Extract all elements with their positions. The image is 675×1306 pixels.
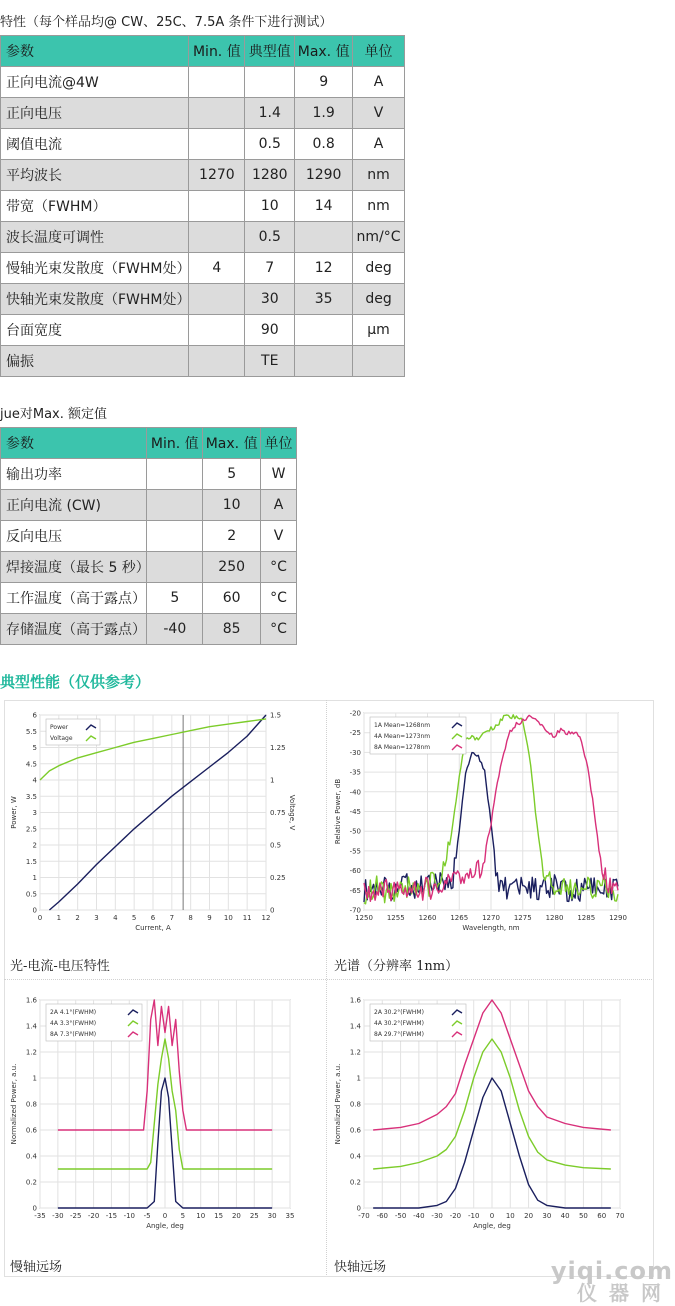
table-cell: 平均波长 — [1, 160, 189, 191]
y-tick-label: -55 — [349, 847, 361, 856]
x-tick-label: 10 — [505, 1212, 515, 1220]
x-tick-label: 8 — [188, 914, 193, 922]
table-cell: nm/°C — [353, 222, 405, 253]
legend-label: 1A Mean=1268nm — [374, 722, 431, 729]
x-tick-label: -10 — [467, 1212, 480, 1220]
y-tick-label: -35 — [349, 768, 361, 777]
table-cell: A — [353, 67, 405, 98]
table-cell: °C — [261, 614, 297, 645]
y-tick-label: 5 — [32, 744, 37, 752]
table-row — [1, 67, 405, 98]
x-tick-label: 1265 — [450, 914, 469, 922]
table-cell: 1270 — [189, 160, 245, 191]
x-tick-label: 10 — [223, 914, 233, 922]
table-cell: V — [261, 521, 297, 552]
table-row — [1, 284, 405, 315]
y-axis-label: Power, W — [10, 796, 18, 829]
x-tick-label: -30 — [52, 1212, 64, 1220]
table-cell — [147, 490, 203, 521]
x-tick-label: 70 — [615, 1212, 625, 1220]
x-tick-label: 1250 — [355, 914, 373, 922]
max-ratings-table — [0, 427, 297, 645]
y-tick-label: -30 — [349, 748, 361, 757]
legend-label: Power — [50, 724, 69, 731]
spectrum-chart — [330, 705, 652, 945]
y2-tick-label: 0.25 — [270, 874, 286, 882]
table-header-cell: 参数 — [1, 36, 189, 67]
table-row — [1, 490, 297, 521]
table-cell: 250 — [203, 552, 261, 583]
table-row — [1, 552, 297, 583]
section-title: 典型性能（仅供参考） — [0, 673, 151, 691]
table-row — [1, 521, 297, 552]
table-cell: 反向电压 — [1, 521, 147, 552]
table-cell: 波长温度可调性 — [1, 222, 189, 253]
y-tick-label: 3.5 — [25, 792, 37, 801]
table-cell: 0.5 — [245, 129, 295, 160]
y2-tick-label: 0.5 — [270, 841, 282, 850]
table-cell: 输出功率 — [1, 459, 147, 490]
x-tick-label: 0 — [37, 914, 43, 922]
y-tick-label: 1.5 — [25, 857, 37, 866]
y-tick-label: 0.2 — [25, 1178, 37, 1187]
chart-caption: 快轴远场 — [334, 1260, 387, 1275]
table-header-cell: 单位 — [353, 36, 405, 67]
y-tick-label: 6 — [32, 711, 37, 720]
chart-caption: 光谱（分辨率 1nm） — [334, 959, 459, 974]
watermark-line1: yiqi.com — [550, 1257, 673, 1285]
x-tick-label: 60 — [597, 1212, 607, 1220]
table-cell — [147, 459, 203, 490]
slow-axis-chart — [4, 990, 326, 1240]
table-cell: 正向电压 — [1, 98, 189, 129]
x-tick-label: 35 — [285, 1212, 295, 1220]
table-cell: 0.8 — [295, 129, 353, 160]
y-tick-label: 1 — [356, 1074, 361, 1083]
y-tick-label: 2 — [32, 841, 37, 850]
table-cell: 2 — [203, 521, 261, 552]
table-cell: 正向电流 (CW) — [1, 490, 147, 521]
y-tick-label: -40 — [349, 788, 361, 797]
table-cell: 4 — [189, 253, 245, 284]
x-axis-label: Wavelength, nm — [462, 924, 520, 932]
y-tick-label: 0.5 — [25, 890, 37, 899]
y-tick-label: 0.8 — [25, 1100, 37, 1109]
y-tick-label: 0 — [32, 1204, 37, 1213]
y-tick-label: 0.2 — [349, 1178, 361, 1187]
y-tick-label: 1 — [32, 874, 37, 882]
table-cell — [295, 222, 353, 253]
table-row — [1, 459, 297, 490]
table-cell: 带宽（FWHM） — [1, 191, 189, 222]
x-tick-label: -20 — [449, 1212, 462, 1220]
y-tick-label: 0.4 — [349, 1152, 361, 1161]
x-tick-label: 6 — [150, 914, 156, 922]
x-tick-label: 1260 — [418, 914, 437, 922]
table-cell: 30 — [245, 284, 295, 315]
table-cell — [189, 191, 245, 222]
fast-axis-chart — [330, 990, 652, 1240]
x-tick-label: 15 — [214, 1212, 224, 1220]
watermark-logo — [550, 1257, 673, 1305]
table-cell: 5 — [203, 459, 261, 490]
x-axis-label: Angle, deg — [473, 1222, 511, 1230]
table-cell — [245, 67, 295, 98]
y-tick-label: -60 — [349, 867, 361, 876]
watermark-line2: 仪器网 — [577, 1281, 673, 1305]
table-header-cell: Max. 值 — [295, 36, 353, 67]
table-cell: deg — [353, 253, 405, 284]
table-header-cell: Min. 值 — [189, 36, 245, 67]
x-tick-label: 1290 — [609, 914, 627, 922]
x-tick-label: 10 — [196, 1212, 206, 1220]
x-tick-label: -40 — [413, 1212, 425, 1220]
table-cell: TE — [245, 346, 295, 377]
legend-label: 4A Mean=1273nm — [374, 733, 431, 740]
table-row — [1, 614, 297, 645]
x-tick-label: 2 — [75, 914, 80, 922]
legend-label: 4A 3.3°(FWHM) — [50, 1020, 97, 1027]
table-cell: 台面宽度 — [1, 315, 189, 346]
x-tick-label: 30 — [267, 1212, 277, 1220]
y2-tick-label: 1.25 — [270, 744, 286, 752]
table-cell: 7 — [245, 253, 295, 284]
table-cell — [189, 284, 245, 315]
x-tick-label: 40 — [560, 1212, 570, 1220]
table-header-cell: 单位 — [261, 428, 297, 459]
liv-chart — [4, 705, 326, 945]
table-cell: μm — [353, 315, 405, 346]
x-tick-label: 9 — [207, 914, 212, 922]
x-tick-label: 1270 — [482, 914, 500, 922]
table-cell: 1.9 — [295, 98, 353, 129]
table-cell: 10 — [203, 490, 261, 521]
legend-label: 4A 30.2°(FWHM) — [374, 1020, 424, 1027]
x-axis-label: Angle, deg — [146, 1222, 184, 1230]
legend-label: 2A 4.1°(FWHM) — [50, 1009, 97, 1016]
figure-divider — [326, 700, 327, 1275]
x-tick-label: -50 — [394, 1212, 407, 1220]
table-cell: 10 — [245, 191, 295, 222]
table-row — [1, 346, 405, 377]
table-cell: 90 — [245, 315, 295, 346]
table-cell: 阈值电流 — [1, 129, 189, 160]
table-cell: A — [261, 490, 297, 521]
table-cell: 9 — [295, 67, 353, 98]
table-cell — [295, 315, 353, 346]
y-tick-label: 5.5 — [25, 727, 37, 736]
table-row — [1, 191, 405, 222]
table-cell — [295, 346, 353, 377]
x-tick-label: -70 — [358, 1212, 370, 1220]
table-cell: 1.4 — [245, 98, 295, 129]
y-tick-label: 0.6 — [25, 1126, 37, 1135]
y-tick-label: 1.2 — [25, 1048, 37, 1057]
table-cell — [189, 129, 245, 160]
y-tick-label: 0.8 — [349, 1100, 361, 1109]
table-cell: deg — [353, 284, 405, 315]
y-tick-label: 1.4 — [25, 1022, 37, 1031]
table-row — [1, 160, 405, 191]
table2-title: jue对Max. 额定值 — [0, 407, 107, 422]
y-tick-label: 3 — [32, 809, 37, 817]
y-tick-label: 4.5 — [25, 760, 37, 769]
y-tick-label: 0 — [356, 1204, 361, 1213]
y-tick-label: -65 — [349, 886, 361, 895]
table-cell: nm — [353, 191, 405, 222]
table-row — [1, 129, 405, 160]
legend-label: Voltage — [50, 735, 73, 742]
table-row — [1, 222, 405, 253]
y-tick-label: 1.4 — [349, 1022, 361, 1031]
x-tick-label: 12 — [261, 914, 271, 922]
x-tick-label: 20 — [524, 1212, 534, 1220]
table-cell: 12 — [295, 253, 353, 284]
x-tick-label: -30 — [431, 1212, 443, 1220]
table-cell: V — [353, 98, 405, 129]
chart-caption: 光-电流-电压特性 — [10, 959, 110, 974]
table-cell: 0.5 — [245, 222, 295, 253]
table-cell — [147, 552, 203, 583]
y-tick-label: 1 — [32, 1074, 37, 1083]
table-cell: -40 — [147, 614, 203, 645]
x-tick-label: 1285 — [577, 914, 596, 922]
x-tick-label: -35 — [34, 1212, 46, 1220]
table-cell: W — [261, 459, 297, 490]
y-axis-label: Normalized Power, a.u. — [334, 1063, 342, 1145]
x-tick-label: -5 — [143, 1212, 151, 1220]
table-header-cell: 参数 — [1, 428, 147, 459]
legend-label: 8A Mean=1278nm — [374, 744, 431, 751]
y-tick-label: -25 — [349, 729, 361, 738]
table-cell: 14 — [295, 191, 353, 222]
table-cell: 5 — [147, 583, 203, 614]
figure-divider — [4, 979, 652, 980]
x-tick-label: 3 — [94, 914, 99, 922]
x-tick-label: 1275 — [513, 914, 532, 922]
table-cell: 工作温度（高于露点） — [1, 583, 147, 614]
y-axis-label: Relative Power, dB — [334, 778, 342, 845]
y-tick-label: -45 — [349, 808, 361, 816]
table-header-cell: 典型值 — [245, 36, 295, 67]
table1-title: 特性（每个样品均@ CW、25C、7.5A 条件下进行测试） — [0, 15, 333, 30]
table-cell: °C — [261, 583, 297, 614]
table-header-cell: Min. 值 — [147, 428, 203, 459]
x-tick-label: 20 — [231, 1212, 241, 1220]
table-cell: 1280 — [245, 160, 295, 191]
y2-tick-label: 0.75 — [270, 809, 286, 817]
y-tick-label: -50 — [349, 827, 361, 836]
table-cell: nm — [353, 160, 405, 191]
x-tick-label: 1255 — [386, 914, 405, 922]
x-tick-label: 5 — [180, 1212, 186, 1220]
table-cell: 85 — [203, 614, 261, 645]
table-cell: 焊接温度（最长 5 秒） — [1, 552, 147, 583]
table-header-row — [1, 428, 297, 459]
table-cell: 正向电流@4W — [1, 67, 189, 98]
table-cell — [353, 346, 405, 377]
table-cell — [189, 98, 245, 129]
x-tick-label: -10 — [123, 1212, 136, 1220]
y2-tick-label: 1 — [270, 776, 275, 785]
characteristics-table — [0, 35, 405, 377]
table-header-cell: Max. 值 — [203, 428, 261, 459]
table-cell — [189, 222, 245, 253]
y-axis-label: Normalized Power, a.u. — [10, 1063, 18, 1145]
x-tick-label: -20 — [87, 1212, 100, 1220]
y-tick-label: 0.4 — [25, 1152, 37, 1161]
y-tick-label: 1.6 — [25, 996, 37, 1005]
x-tick-label: -60 — [376, 1212, 389, 1220]
table-cell — [189, 67, 245, 98]
x-tick-label: 7 — [169, 914, 175, 922]
table-cell: 存储温度（高于露点） — [1, 614, 147, 645]
y-tick-label: 0.6 — [349, 1126, 361, 1135]
table-cell: 35 — [295, 284, 353, 315]
y-tick-label: -20 — [349, 709, 361, 718]
table-cell: °C — [261, 552, 297, 583]
legend-label: 2A 30.2°(FWHM) — [374, 1009, 424, 1016]
table-cell: 慢轴光束发散度（FWHM处） — [1, 253, 189, 284]
table-cell: A — [353, 129, 405, 160]
y2-axis-label: Voltage, V — [288, 794, 296, 831]
y2-tick-label: 1.5 — [270, 711, 282, 720]
table-row — [1, 315, 405, 346]
table-cell: 60 — [203, 583, 261, 614]
table-cell: 偏振 — [1, 346, 189, 377]
x-tick-label: 1 — [56, 914, 62, 922]
table-cell — [147, 521, 203, 552]
x-tick-label: 25 — [249, 1212, 259, 1220]
table-row — [1, 253, 405, 284]
x-tick-label: 1280 — [545, 914, 564, 922]
x-axis-label: Current, A — [135, 924, 171, 932]
y-tick-label: 0 — [32, 906, 37, 915]
x-tick-label: 5 — [131, 914, 137, 922]
table-row — [1, 583, 297, 614]
legend-label: 8A 7.3°(FWHM) — [50, 1031, 97, 1038]
x-tick-label: -25 — [69, 1212, 82, 1220]
table-cell: 1290 — [295, 160, 353, 191]
y-tick-label: 1.2 — [349, 1048, 361, 1057]
table-header-row — [1, 36, 405, 67]
y-tick-label: 1.6 — [349, 996, 361, 1005]
x-tick-label: 4 — [113, 914, 118, 922]
x-tick-label: 50 — [578, 1212, 588, 1220]
y2-tick-label: 0 — [270, 906, 275, 915]
table-cell: 快轴光束发散度（FWHM处） — [1, 284, 189, 315]
x-tick-label: -15 — [105, 1212, 118, 1220]
chart-caption: 慢轴远场 — [10, 1260, 63, 1275]
x-tick-label: 0 — [489, 1212, 495, 1220]
x-tick-label: 11 — [242, 914, 252, 922]
table-row — [1, 98, 405, 129]
table-cell — [189, 346, 245, 377]
y-tick-label: -70 — [349, 906, 361, 915]
x-tick-label: 30 — [542, 1212, 552, 1220]
x-tick-label: 0 — [162, 1212, 168, 1220]
legend-label: 8A 29.7°(FWHM) — [374, 1031, 424, 1038]
y-tick-label: 2.5 — [25, 825, 37, 834]
table-cell — [189, 315, 245, 346]
y-tick-label: 4 — [32, 776, 37, 785]
